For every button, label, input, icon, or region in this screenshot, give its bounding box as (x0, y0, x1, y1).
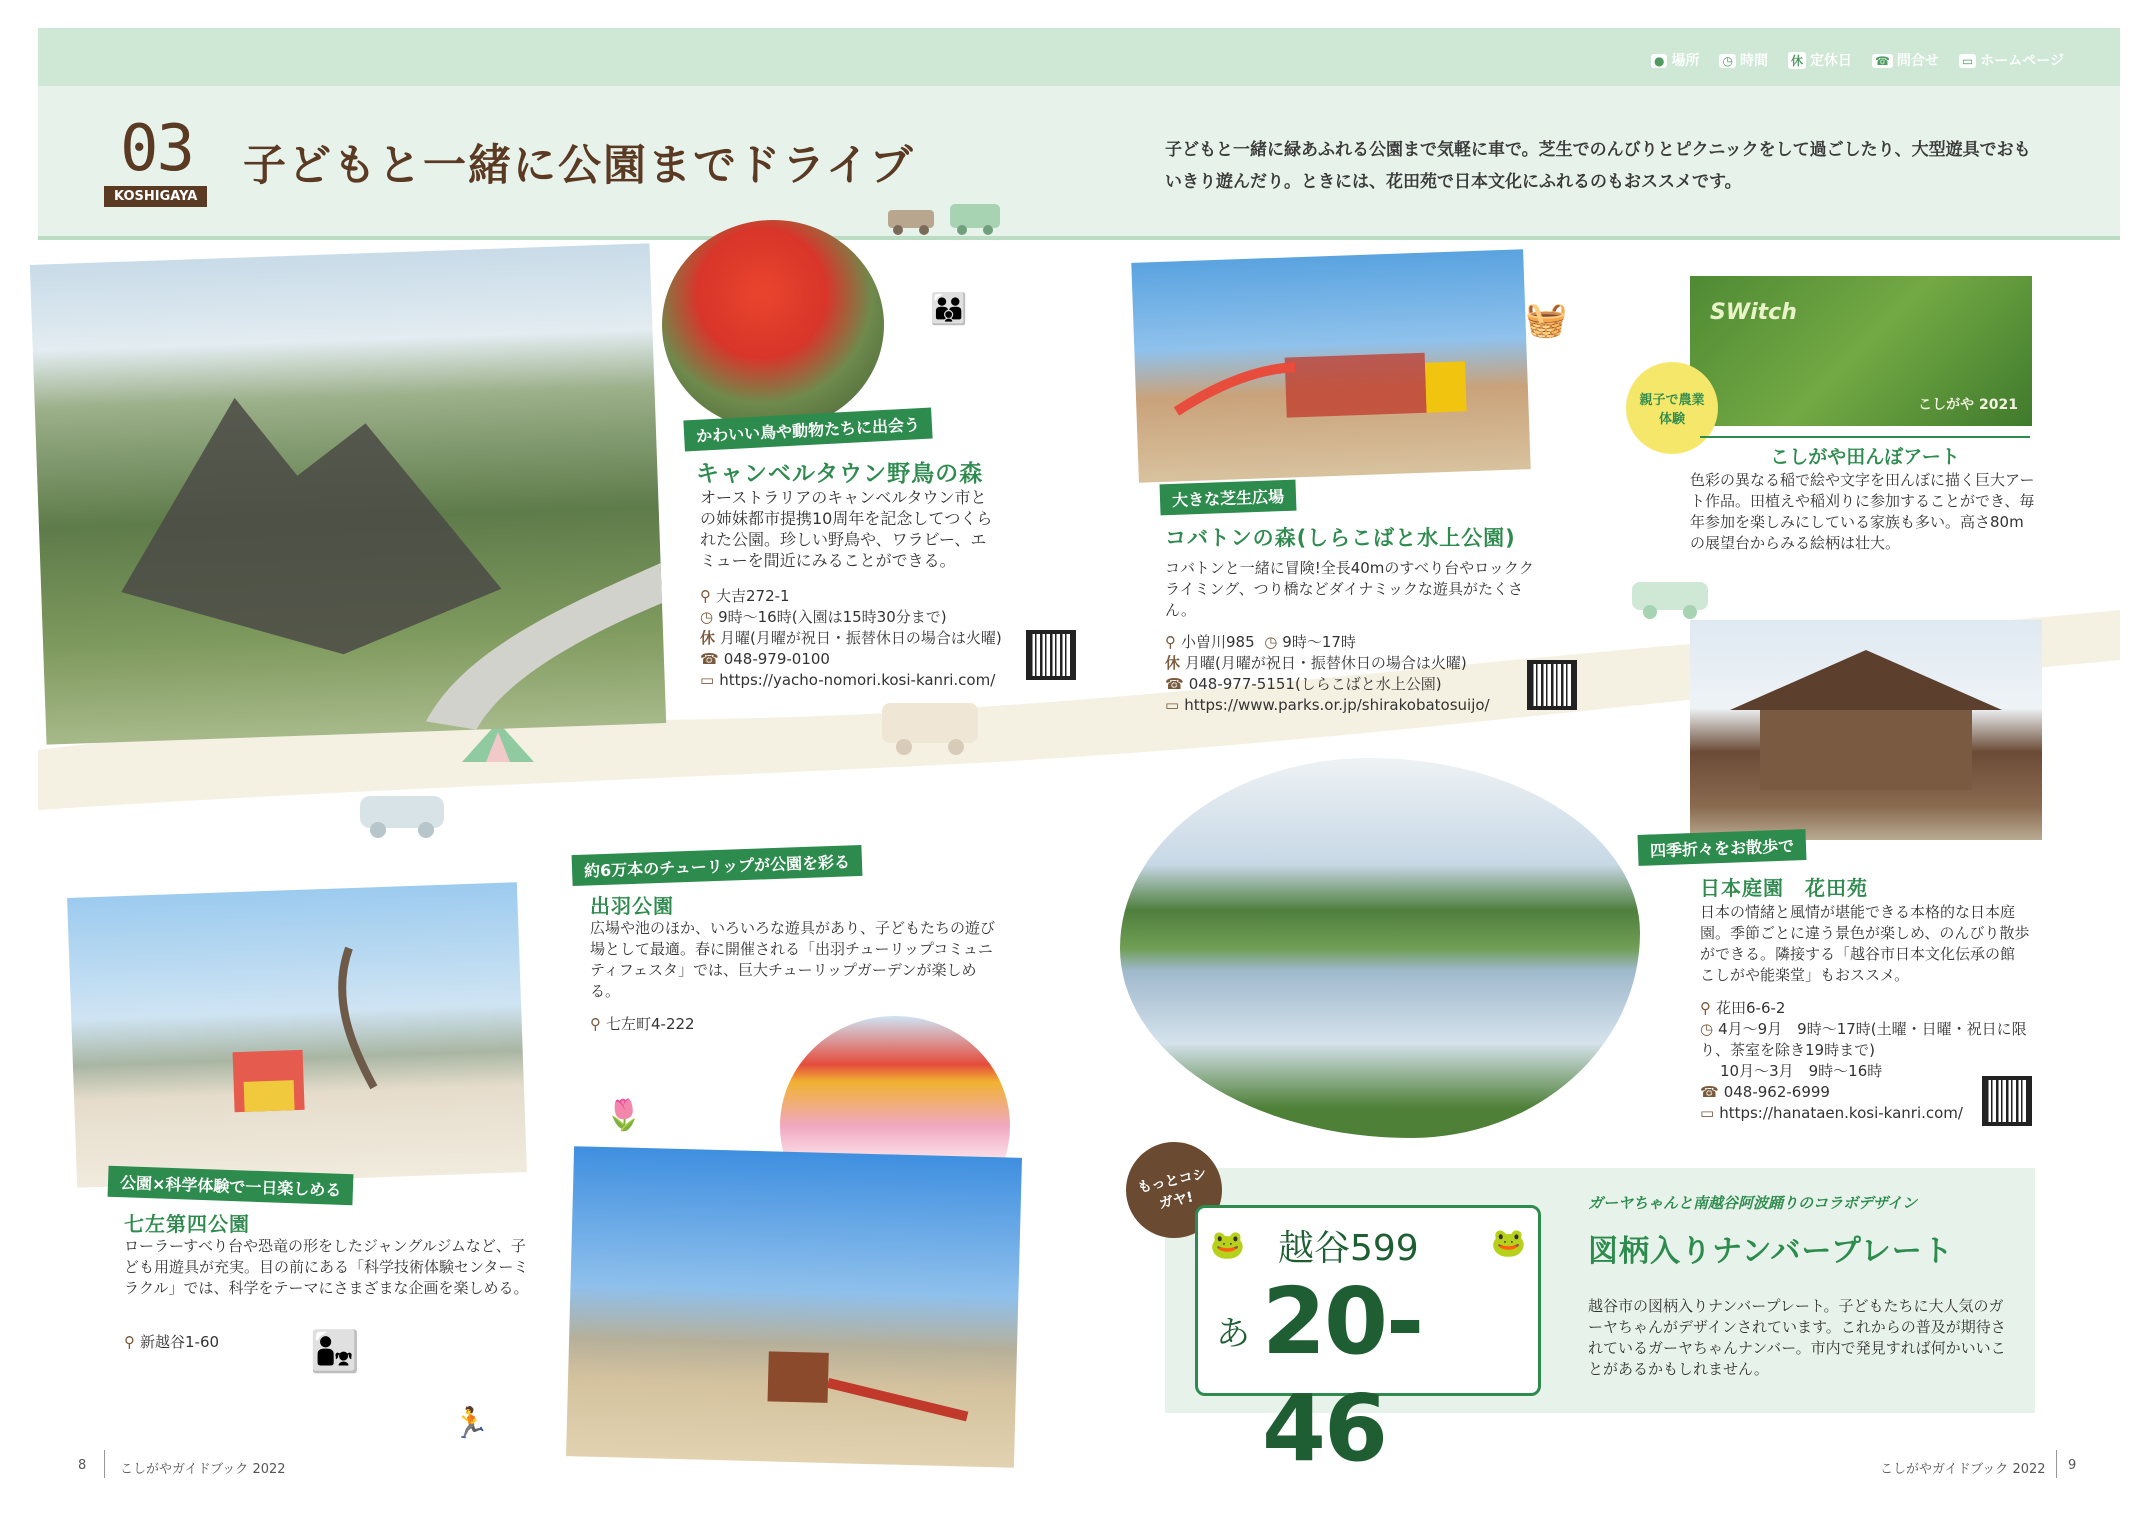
car-illustration (352, 782, 452, 842)
campbell-url-row[interactable] (700, 670, 1002, 691)
kobaton-closed-row (1165, 653, 1490, 674)
plate-description: 越谷市の図柄入りナンバープレート。子どもたちに大人気のガーヤちゃんがデザインされています。これからの普及が期待されているガーヤちゃんナンバー。市内で発見すれば何かいいことがあるかもしれません。 (1588, 1297, 2006, 1378)
closed-day-icon: 休 (700, 629, 716, 647)
hanata-hours-row (1700, 1019, 2040, 1061)
hanata-address: 花田6-6-2 (1716, 999, 1786, 1017)
phone-icon: ☎ (700, 650, 719, 668)
location-pin-icon: ⚲ (700, 587, 711, 605)
phone-icon: ☎ (1700, 1083, 1719, 1101)
tanbo-bubble: 親子で農業体験 (1626, 362, 1718, 454)
kobaton-url-row[interactable] (1165, 695, 1490, 716)
hanata-qr-code[interactable] (1982, 1076, 2032, 1126)
campbell-hours: 9時～16時(入園は15時30分まで) (718, 608, 947, 626)
plate-title: 図柄入りナンバープレート (1588, 1234, 1954, 1269)
location-pin-icon: ⚲ (124, 1333, 135, 1351)
page-title: 子どもと一緒に公園までドライブ (243, 141, 915, 191)
kobaton-info (1165, 632, 1490, 716)
closed-day-icon: 休 (1788, 52, 1806, 69)
laptop-icon: ▭ (1959, 54, 1976, 68)
plate-number: 20-46 (1262, 1268, 1423, 1482)
laptop-icon: ▭ (1165, 696, 1180, 714)
clock-icon: ◷ (1719, 54, 1735, 68)
family-illustration: 👪 (930, 292, 968, 327)
clock-icon: ◷ (1264, 633, 1278, 651)
campbell-name: キャンベルタウン野鳥の森 (696, 461, 984, 487)
footer-divider-right (2056, 1450, 2057, 1478)
plate-region: 越谷599 (1278, 1228, 1419, 1269)
kobaton-address-hours-row (1165, 632, 1490, 653)
hanata-hours-winter: 10月～3月 9時～16時 (1720, 1062, 1883, 1080)
tanbo-name: こしがや田んぼアート (1700, 436, 2030, 469)
shichiza-park-photo (67, 882, 527, 1188)
laptop-icon: ▭ (1700, 1104, 1715, 1122)
left-page-number: 8 (78, 1458, 87, 1473)
closed-day-icon: 休 (1165, 654, 1181, 672)
dewa-park-photo (566, 1146, 1022, 1468)
campbell-phone-row (700, 649, 1002, 670)
shichiza-address-row (124, 1332, 219, 1353)
kobaton-name: コバトンの森(しらこばと水上公園) (1165, 526, 1516, 550)
field-art-text-2: こしがや 2021 (1918, 397, 2018, 413)
lead-text: 子どもと一緒に緑あふれる公園まで気軽に車で。芝生でのんびりとピクニックをして過ごしたり、大型遊具でおもいきり遊んだり。ときには、花田苑で日本文化にふれるのもおススメです。 (1165, 140, 2031, 192)
noh-theater-photo (1690, 620, 2042, 840)
kobaton-url[interactable]: https://www.parks.or.jp/shirakobatosuijo/ (1184, 696, 1490, 714)
campbell-closed: 月曜(月曜が祝日・振替休日の場合は火曜) (720, 629, 1002, 647)
campbell-tag: かわいい鳥や動物たちに出会う (683, 408, 932, 452)
campbell-qr-code[interactable] (1026, 630, 1076, 680)
hanata-name: 日本庭園 花田苑 (1700, 876, 1868, 900)
number-plate (1195, 1205, 1541, 1482)
awa-odori-icon: 🐸 (1491, 1226, 1526, 1259)
campbell-url[interactable]: https://yacho-nomori.kosi-kanri.com/ (719, 671, 996, 689)
laptop-icon: ▭ (700, 671, 715, 689)
dewa-name: 出羽公園 (590, 894, 674, 918)
hanata-address-row (1700, 998, 2045, 1019)
cars-illustration (880, 200, 1010, 240)
legend-location: ● 場所 (1651, 50, 1699, 70)
tulip-illustration: 🌷 (605, 1098, 643, 1133)
gaya-chan-icon: 🐸 (1210, 1228, 1245, 1261)
hanata-tag: 四季折々をお散歩で (1638, 829, 1807, 866)
shichiza-address: 新越谷1-60 (140, 1333, 220, 1351)
van-illustration (876, 693, 986, 758)
motto-koshigaya-badge: もっとコシガヤ! (1117, 1133, 1231, 1247)
shichiza-name: 七左第四公園 (124, 1212, 250, 1236)
tanbo-description: 色彩の異なる稲で絵や文字を田んぼに描く巨大アート作品。田植えや稲刈りに参加することができ、毎年参加を楽しみにしている家族も多い。高さ80mの展望台からみる絵柄は壮大。 (1690, 471, 2035, 552)
icon-legend (1651, 50, 2064, 70)
campbell-description: オーストラリアのキャンベルタウン市との姉妹都市提携10周年を記念してつくられた公園。珍しい野鳥や、ワラビー、エミューを間近にみることができる。 (700, 488, 993, 570)
campbell-address-row (700, 586, 1002, 607)
legend-closed: 休 定休日 (1788, 50, 1852, 70)
kobaton-tag: 大きな芝生広場 (1160, 480, 1297, 516)
shichiza-info (124, 1332, 219, 1353)
kobaton-address: 小曽川985 (1181, 633, 1255, 651)
hanata-hours-summer: 4月～9月 9時～17時(土曜・日曜・祝日に限り、茶室を除き19時まで) (1700, 1020, 2027, 1059)
rice-field-art-photo (1690, 276, 2032, 426)
dewa-tag: 約6万本のチューリップが公園を彩る (572, 845, 863, 886)
field-art-text-1: SWitch (1710, 300, 1797, 325)
left-footer-title: こしがやガイドブック 2022 (120, 1462, 286, 1477)
clock-icon: ◷ (1700, 1020, 1714, 1038)
campbell-hours-row (700, 607, 1002, 628)
location-pin-icon: ⚲ (1165, 633, 1176, 651)
campbell-phone: 048-979-0100 (723, 650, 830, 668)
plate-kana: あ (1216, 1314, 1250, 1354)
kobaton-description: コバトンと一緒に冒険!全長40mのすべり台やロッククライミング、つり橋などダイナミックな遊具がたくさん。 (1165, 559, 1534, 619)
section-number: 03 (120, 112, 194, 186)
campbell-address: 大吉272-1 (716, 587, 790, 605)
green-car-illustration (1626, 568, 1716, 623)
campbell-info (700, 586, 1002, 691)
plate-subtitle: ガーヤちゃんと南越谷阿波踊りのコラボデザイン (1588, 1194, 1917, 1212)
right-footer-title: こしがやガイドブック 2022 (1880, 1462, 2046, 1477)
location-pin-icon: ⚲ (590, 1015, 601, 1033)
kobaton-qr-code[interactable] (1527, 660, 1577, 710)
hanata-pond-photo (1120, 758, 1640, 1138)
campbell-closed-row (700, 628, 1002, 649)
location-pin-icon: ● (1651, 54, 1667, 68)
legend-time: ◷ 時間 (1719, 50, 1767, 70)
dewa-address-row (590, 1014, 695, 1035)
phone-icon: ☎ (1872, 54, 1893, 68)
parrot-photo (662, 220, 884, 430)
running-kids-illustration: 🏃 (452, 1406, 490, 1441)
shichiza-description: ローラーすべり台や恐竜の形をしたジャングルジムなど、子ども用遊具が充実。目の前にある「科学技術体験センターミラクル」では、科学をテーマにさまざまな企画を楽しめる。 (124, 1237, 529, 1297)
legend-homepage: ▭ ホームページ (1959, 50, 2064, 70)
dewa-address: 七左町4-222 (606, 1015, 695, 1033)
kobaton-phone: 048-977-5151(しらこばと水上公園) (1188, 675, 1442, 693)
hanata-url[interactable]: https://hanataen.kosi-kanri.com/ (1719, 1104, 1963, 1122)
location-pin-icon: ⚲ (1700, 999, 1711, 1017)
shichiza-tag: 公園×科学体験で一日楽しめる (108, 1166, 354, 1206)
footer-divider-left (104, 1450, 105, 1478)
phone-icon: ☎ (1165, 675, 1184, 693)
kobaton-closed: 月曜(月曜が祝日・振替休日の場合は火曜) (1185, 654, 1467, 672)
right-page-number: 9 (2068, 1458, 2077, 1473)
section-badge: KOSHIGAYA (104, 186, 207, 207)
kobaton-playground-photo (1131, 249, 1530, 483)
dewa-info (590, 1014, 695, 1035)
clock-icon: ◷ (700, 608, 714, 626)
hanata-phone: 048-962-6999 (1723, 1083, 1830, 1101)
kobaton-phone-row (1165, 674, 1490, 695)
legend-phone: ☎ 問合せ (1872, 50, 1939, 70)
campbell-park-photo (30, 243, 666, 744)
kobaton-hours: 9時～17時 (1282, 633, 1356, 651)
hanata-description: 日本の情緒と風情が堪能できる本格的な日本庭園。季節ごとに違う景色が楽しめ、のんびり散歩ができる。隣接する「越谷市日本文化伝承の館 こしがや能楽堂」もおススメ。 (1700, 903, 2031, 984)
picnic-illustration: 🧺 (1525, 300, 1568, 340)
dewa-description: 広場や池のほか、いろいろな遊具があり、子どもたちの遊び場として最適。春に開催される「出羽チューリップコミュニティフェスタ」では、巨大チューリップガーデンが楽しめる。 (590, 919, 996, 1000)
children-illustration: 👨‍👧 (310, 1329, 360, 1375)
